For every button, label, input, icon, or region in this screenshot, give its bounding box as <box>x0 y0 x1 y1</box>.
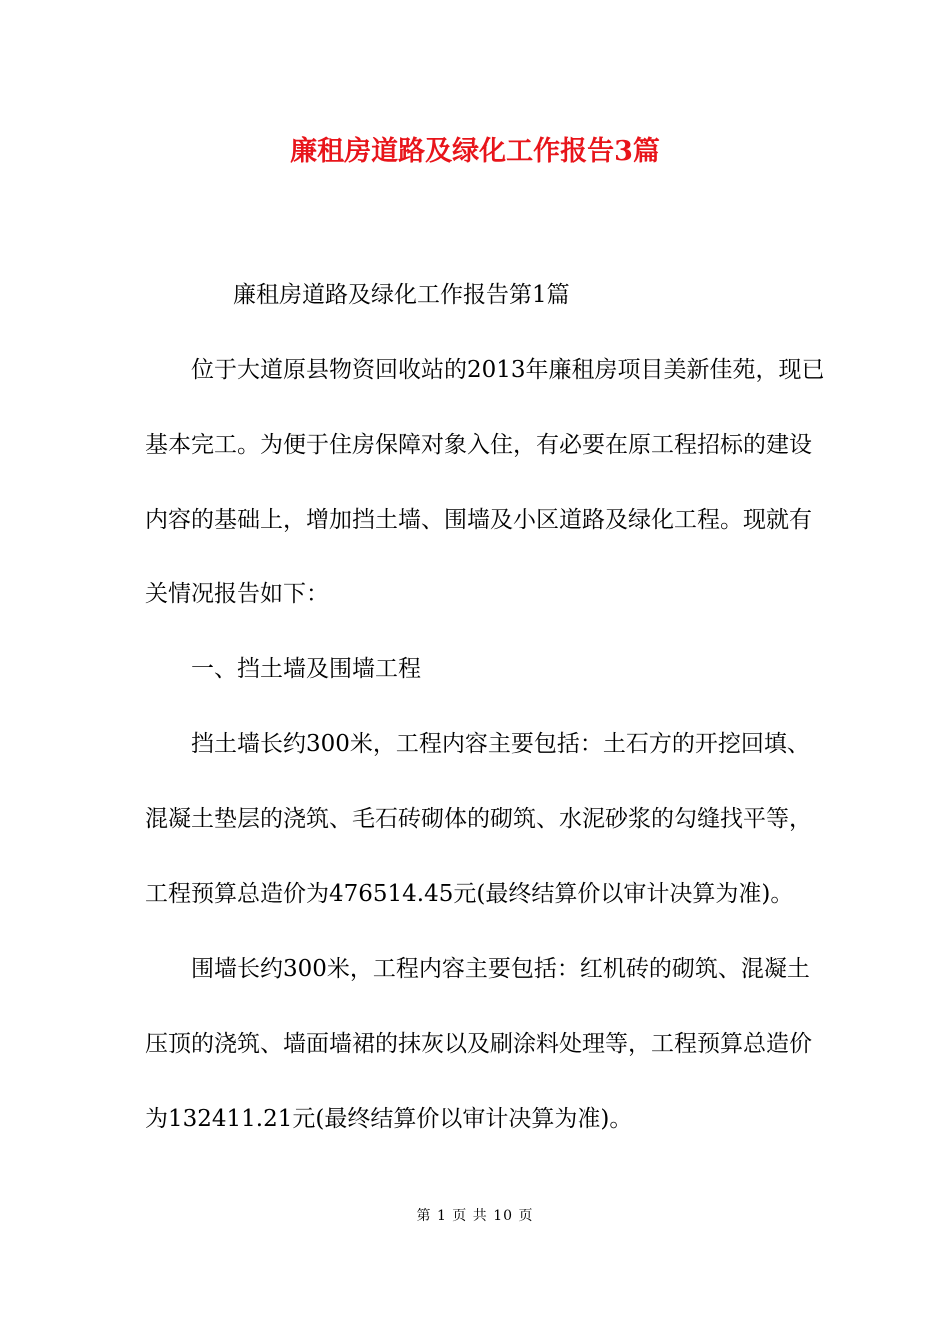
subsection-heading: 一、挡土墙及围墙工程 <box>191 656 421 682</box>
paragraph-line: 内容的基础上，增加挡土墙、围墙及小区道路及绿化工程。现就有 <box>145 507 812 533</box>
paragraph-line: 挡土墙长约300米，工程内容主要包括：土石方的开挖回填、 <box>191 731 810 757</box>
document-title: 廉租房道路及绿化工作报告3篇 <box>290 136 660 167</box>
paragraph-line: 基本完工。为便于住房保障对象入住，有必要在原工程招标的建设 <box>145 432 812 458</box>
paragraph-line: 围墙长约300米，工程内容主要包括：红机砖的砌筑、混凝土 <box>191 956 810 982</box>
paragraph-line: 工程预算总造价为476514.45元(最终结算价以审计决算为准)。 <box>145 881 794 907</box>
paragraph-line: 为132411.21元(最终结算价以审计决算为准)。 <box>145 1106 633 1132</box>
paragraph-line: 混凝土垫层的浇筑、毛石砖砌体的砌筑、水泥砂浆的勾缝找平等， <box>145 806 812 832</box>
page-footer: 第 1 页 共 10 页 <box>416 1208 534 1224</box>
paragraph-line: 关情况报告如下： <box>145 581 329 607</box>
paragraph-line: 位于大道原县物资回收站的2013年廉租房项目美新佳苑，现已 <box>191 357 825 383</box>
section-heading: 廉租房道路及绿化工作报告第1篇 <box>233 282 570 308</box>
paragraph-line: 压顶的浇筑、墙面墙裙的抹灰以及刷涂料处理等，工程预算总造价 <box>145 1031 812 1057</box>
